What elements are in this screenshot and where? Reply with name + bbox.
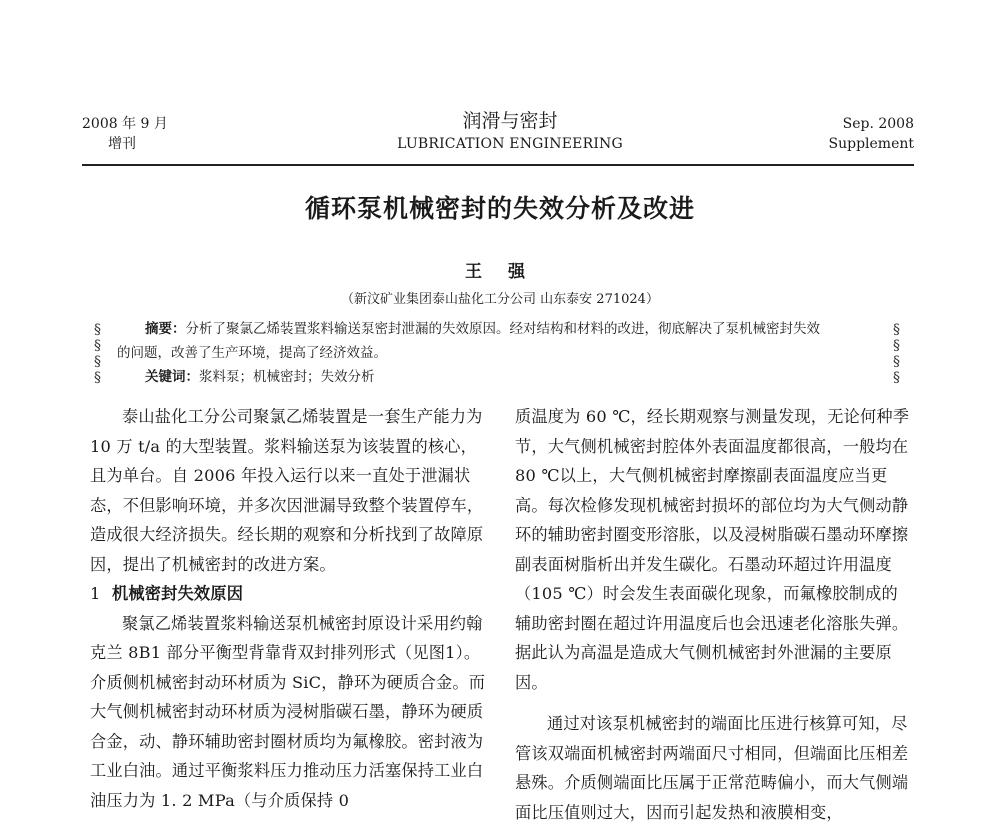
article-author: 王 强 [465,262,535,282]
right-column [515,402,911,827]
body-paragraph: 聚氯乙烯装置浆料输送泵机械密封原设计采用约翰克兰 8B1 部分平衡型背靠背双封排列形式（见图1）。介质侧机械密封动环材质为 SiC，静环为硬质合金。而大气侧机械密封动环材质为浸树脂碳石墨，静环为硬质合金，动、静环辅助密封圈材质均为氟橡胶。密封液为工业白油。通过平衡浆料压力推动压力活塞保持工业白油压力为 1. 2 MPa（与介质保持 0 [90,613,486,810]
abstract-text-2: 的问题，改善了生产环境，提高了经济效益。 [117,345,387,361]
issue-type-en: Supplement [828,136,914,152]
abstract-block [117,317,887,389]
section-number: 1 [90,584,101,603]
keywords-text: 浆料泵；机械密封；失效分析 [199,369,375,385]
abstract-left-border: § § § § [94,322,101,386]
author-affiliation: （新汶矿业集团泰山盐化工分公司 山东泰安 271024） [341,292,659,307]
keywords-label: 关键词： [145,369,199,385]
left-column [90,402,486,815]
header-right [829,114,915,154]
header-left [82,114,168,154]
journal-name-en: LUBRICATION ENGINEERING [397,136,623,152]
header-rule [82,164,914,166]
body-paragraph: 通过对该泵机械密封的端面比压进行核算可知，尽管该双端面机械密封两端面尺寸相同，但端面比压相差悬殊。介质侧端面比压属于正常范畴偏小，而大气侧端面比压值则过大，因而引起发热和液膜相变， [515,714,909,822]
section-title: 机械密封失效原因 [112,584,244,603]
body-paragraph: 泰山盐化工分公司聚氯乙烯装置是一套生产能力为10 万 t/a 的大型装置。浆料输送泵为该装置的核心，且为单台。自 2006 年投入运行以来一直处于泄漏状态，不但影响环境，并多次因泄漏导致整个装置停车，造成很大经济损失。经长期的观察和分析找到了故障原因，提出了机械密封的改进方案。 [90,407,484,574]
issue-date-en: Sep. 2008 [842,116,914,132]
body-paragraph: 质温度为 60 ℃，经长期观察与测量发现，无论何种季节，大气侧机械密封腔体外表面温度都很高，一般均在 80 ℃以上，大气侧机械密封摩擦副表面温度应当更高。每次检修发现机械密封损坏的部位均为大气侧动静环的辅助密封圈变形溶胀，以及浸树脂碳石墨动环摩擦副表面树脂析出并发生碳化。石墨动环超过许用温度（105 ℃）时会发生表面碳化现象，而氟橡胶制成的辅助密封圈在超过许用温度后也会迅速老化溶胀失弹。据此认为高温是造成大气侧机械密封外泄漏的主要原因。 [515,407,910,692]
abstract-right-border: § § § § [893,322,900,386]
issue-date: 2008 年 9 月 [82,116,168,132]
article-title: 循环泵机械密封的失效分析及改进 [304,194,695,223]
journal-name-cn: 润滑与密封 [462,110,558,132]
abstract-line1 [117,317,887,341]
abstract-text-1: 分析了聚氯乙烯装置浆料输送泵密封泄漏的失效原因。经对结构和材料的改进，彻底解决了泵机械密封失效 [185,321,820,337]
section-heading [90,579,486,609]
abstract-label: 摘要： [145,321,186,337]
issue-type: 增刊 [108,136,136,152]
keywords-line [117,365,887,389]
journal-header [340,108,680,154]
